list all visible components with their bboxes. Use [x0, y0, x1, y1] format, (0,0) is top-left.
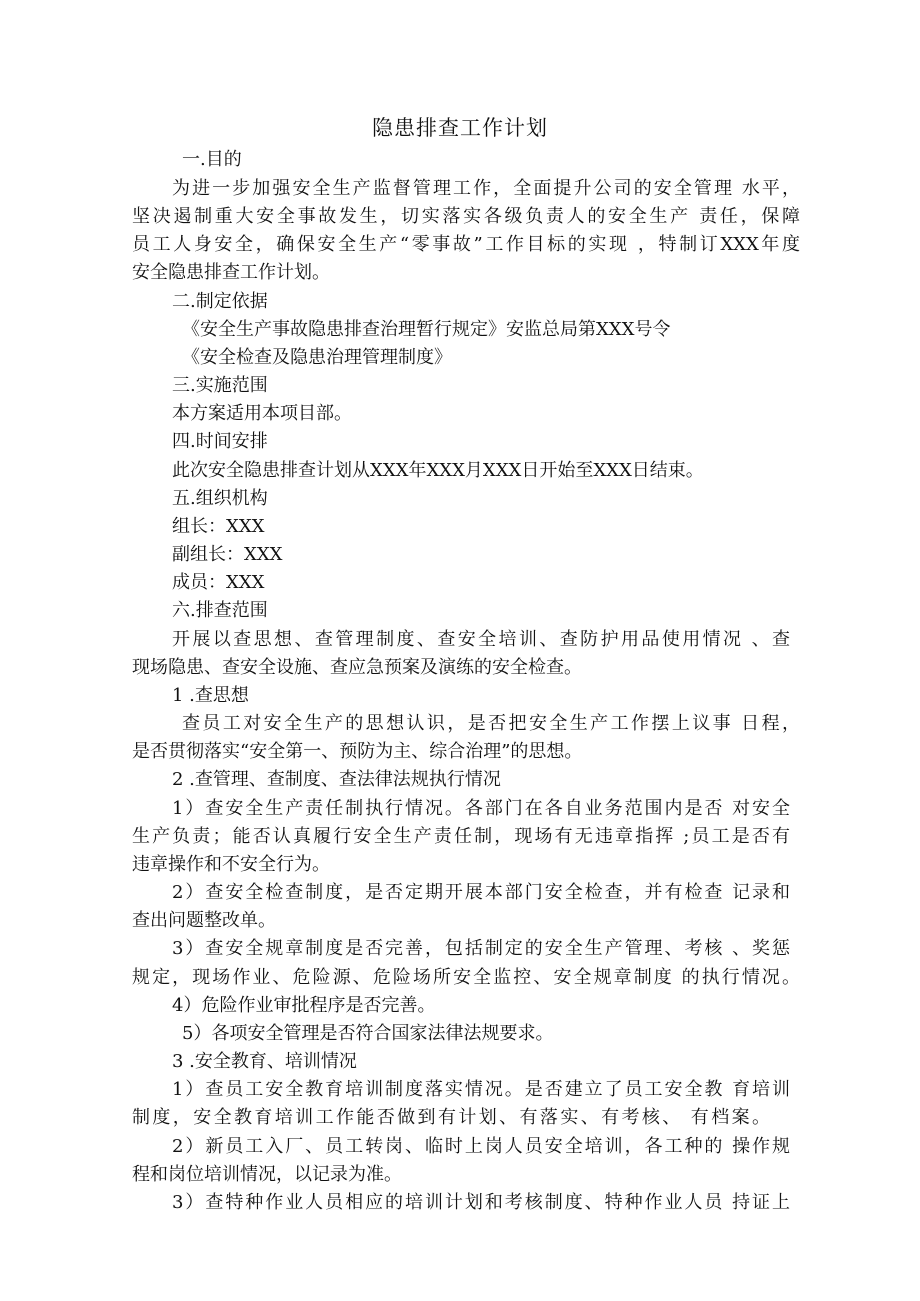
subsection-heading: 2 .查管理、查制度、查法律法规执行情况	[172, 769, 501, 790]
paragraph-line: 1）查安全生产责任制执行情况。各部门在各自业务范围内是否 对安全	[172, 798, 790, 819]
paragraph-line: 现场隐患、查安全设施、查应急预案及演练的安全检查。	[132, 657, 582, 678]
paragraph-line: 是否贯彻落实“安全第一、预防为主、综合治理”的思想。	[132, 741, 583, 762]
section-heading: 六.排查范围	[172, 600, 268, 621]
reference-line: 《安全检查及隐患治理管理制度》	[182, 347, 452, 368]
subsection-heading: 3 .安全教育、培训情况	[172, 1051, 357, 1072]
paragraph-line: 为进一步加强安全生产监督管理工作，全面提升公司的安全管理 水平，	[172, 178, 800, 199]
paragraph-line: 5）各项安全管理是否符合国家法律法规要求。	[182, 1023, 554, 1044]
section-heading: 二.制定依据	[172, 291, 268, 312]
paragraph-line: 本方案适用本项目部。	[172, 403, 352, 424]
subsection-heading: 1 .查思想	[172, 685, 249, 706]
section-heading: 三.实施范围	[172, 375, 268, 396]
paragraph-line: 规定，现场作业、危险源、危险场所安全监控、安全规章制度 的执行情况。	[132, 967, 800, 988]
org-line: 组长：XXX	[172, 516, 265, 537]
org-line: 成员：XXX	[172, 572, 265, 593]
paragraph-line: 查员工对安全生产的思想认识，是否把安全生产工作摆上议事 日程，	[182, 713, 800, 734]
paragraph-line: 违章操作和不安全行为。	[132, 854, 330, 875]
paragraph-line: 1）查员工安全教育培训制度落实情况。是否建立了员工安全教 育培训	[172, 1079, 790, 1100]
paragraph-line: 3）查特种作业人员相应的培训计划和考核制度、特种作业人员 持证上	[172, 1192, 790, 1213]
paragraph-line: 制度，安全教育培训工作能否做到有计划、有落实、有考核、 有档案。	[132, 1107, 770, 1128]
paragraph-line: 查出问题整改单。	[132, 910, 276, 931]
paragraph-line: 员工人身安全，确保安全生产“零事故”工作目标的实现 ，特制订XXX年度	[132, 234, 800, 255]
paragraph-line: 2）新员工入厂、员工转岗、临时上岗人员安全培训，各工种的 操作规	[172, 1136, 790, 1157]
reference-line: 《安全生产事故隐患排查治理暂行规定》安监总局第XXX号令	[182, 319, 671, 340]
section-heading: 四.时间安排	[172, 431, 268, 452]
paragraph-line: 3）查安全规章制度是否完善，包括制定的安全生产管理、考核 、奖惩	[172, 938, 790, 959]
paragraph-line: 生产负责；能否认真履行安全生产责任制，现场有无违章指挥 ;员工是否有	[132, 826, 790, 847]
document-title: 隐患排查工作计划	[372, 116, 548, 140]
paragraph-line: 2）查安全检查制度，是否定期开展本部门安全检查，并有检查 记录和	[172, 882, 790, 903]
paragraph-line: 4）危险作业审批程序是否完善。	[172, 995, 436, 1016]
org-line: 副组长：XXX	[172, 544, 283, 565]
paragraph-line: 此次安全隐患排查计划从XXX年XXX月XXX日开始至XXX日结束。	[172, 460, 704, 481]
paragraph-line: 安全隐患排查工作计划。	[132, 262, 330, 283]
paragraph-line: 坚决遏制重大安全事故发生，切实落实各级负责人的安全生产 责任，保障	[132, 206, 800, 227]
paragraph-line: 开展以查思想、查管理制度、查安全培训、查防护用品使用情况 、查	[172, 629, 790, 650]
paragraph-line: 程和岗位培训情况，以记录为准。	[132, 1164, 402, 1185]
section-heading: 五.组织机构	[172, 488, 268, 509]
section-heading: 一.目的	[182, 149, 242, 170]
